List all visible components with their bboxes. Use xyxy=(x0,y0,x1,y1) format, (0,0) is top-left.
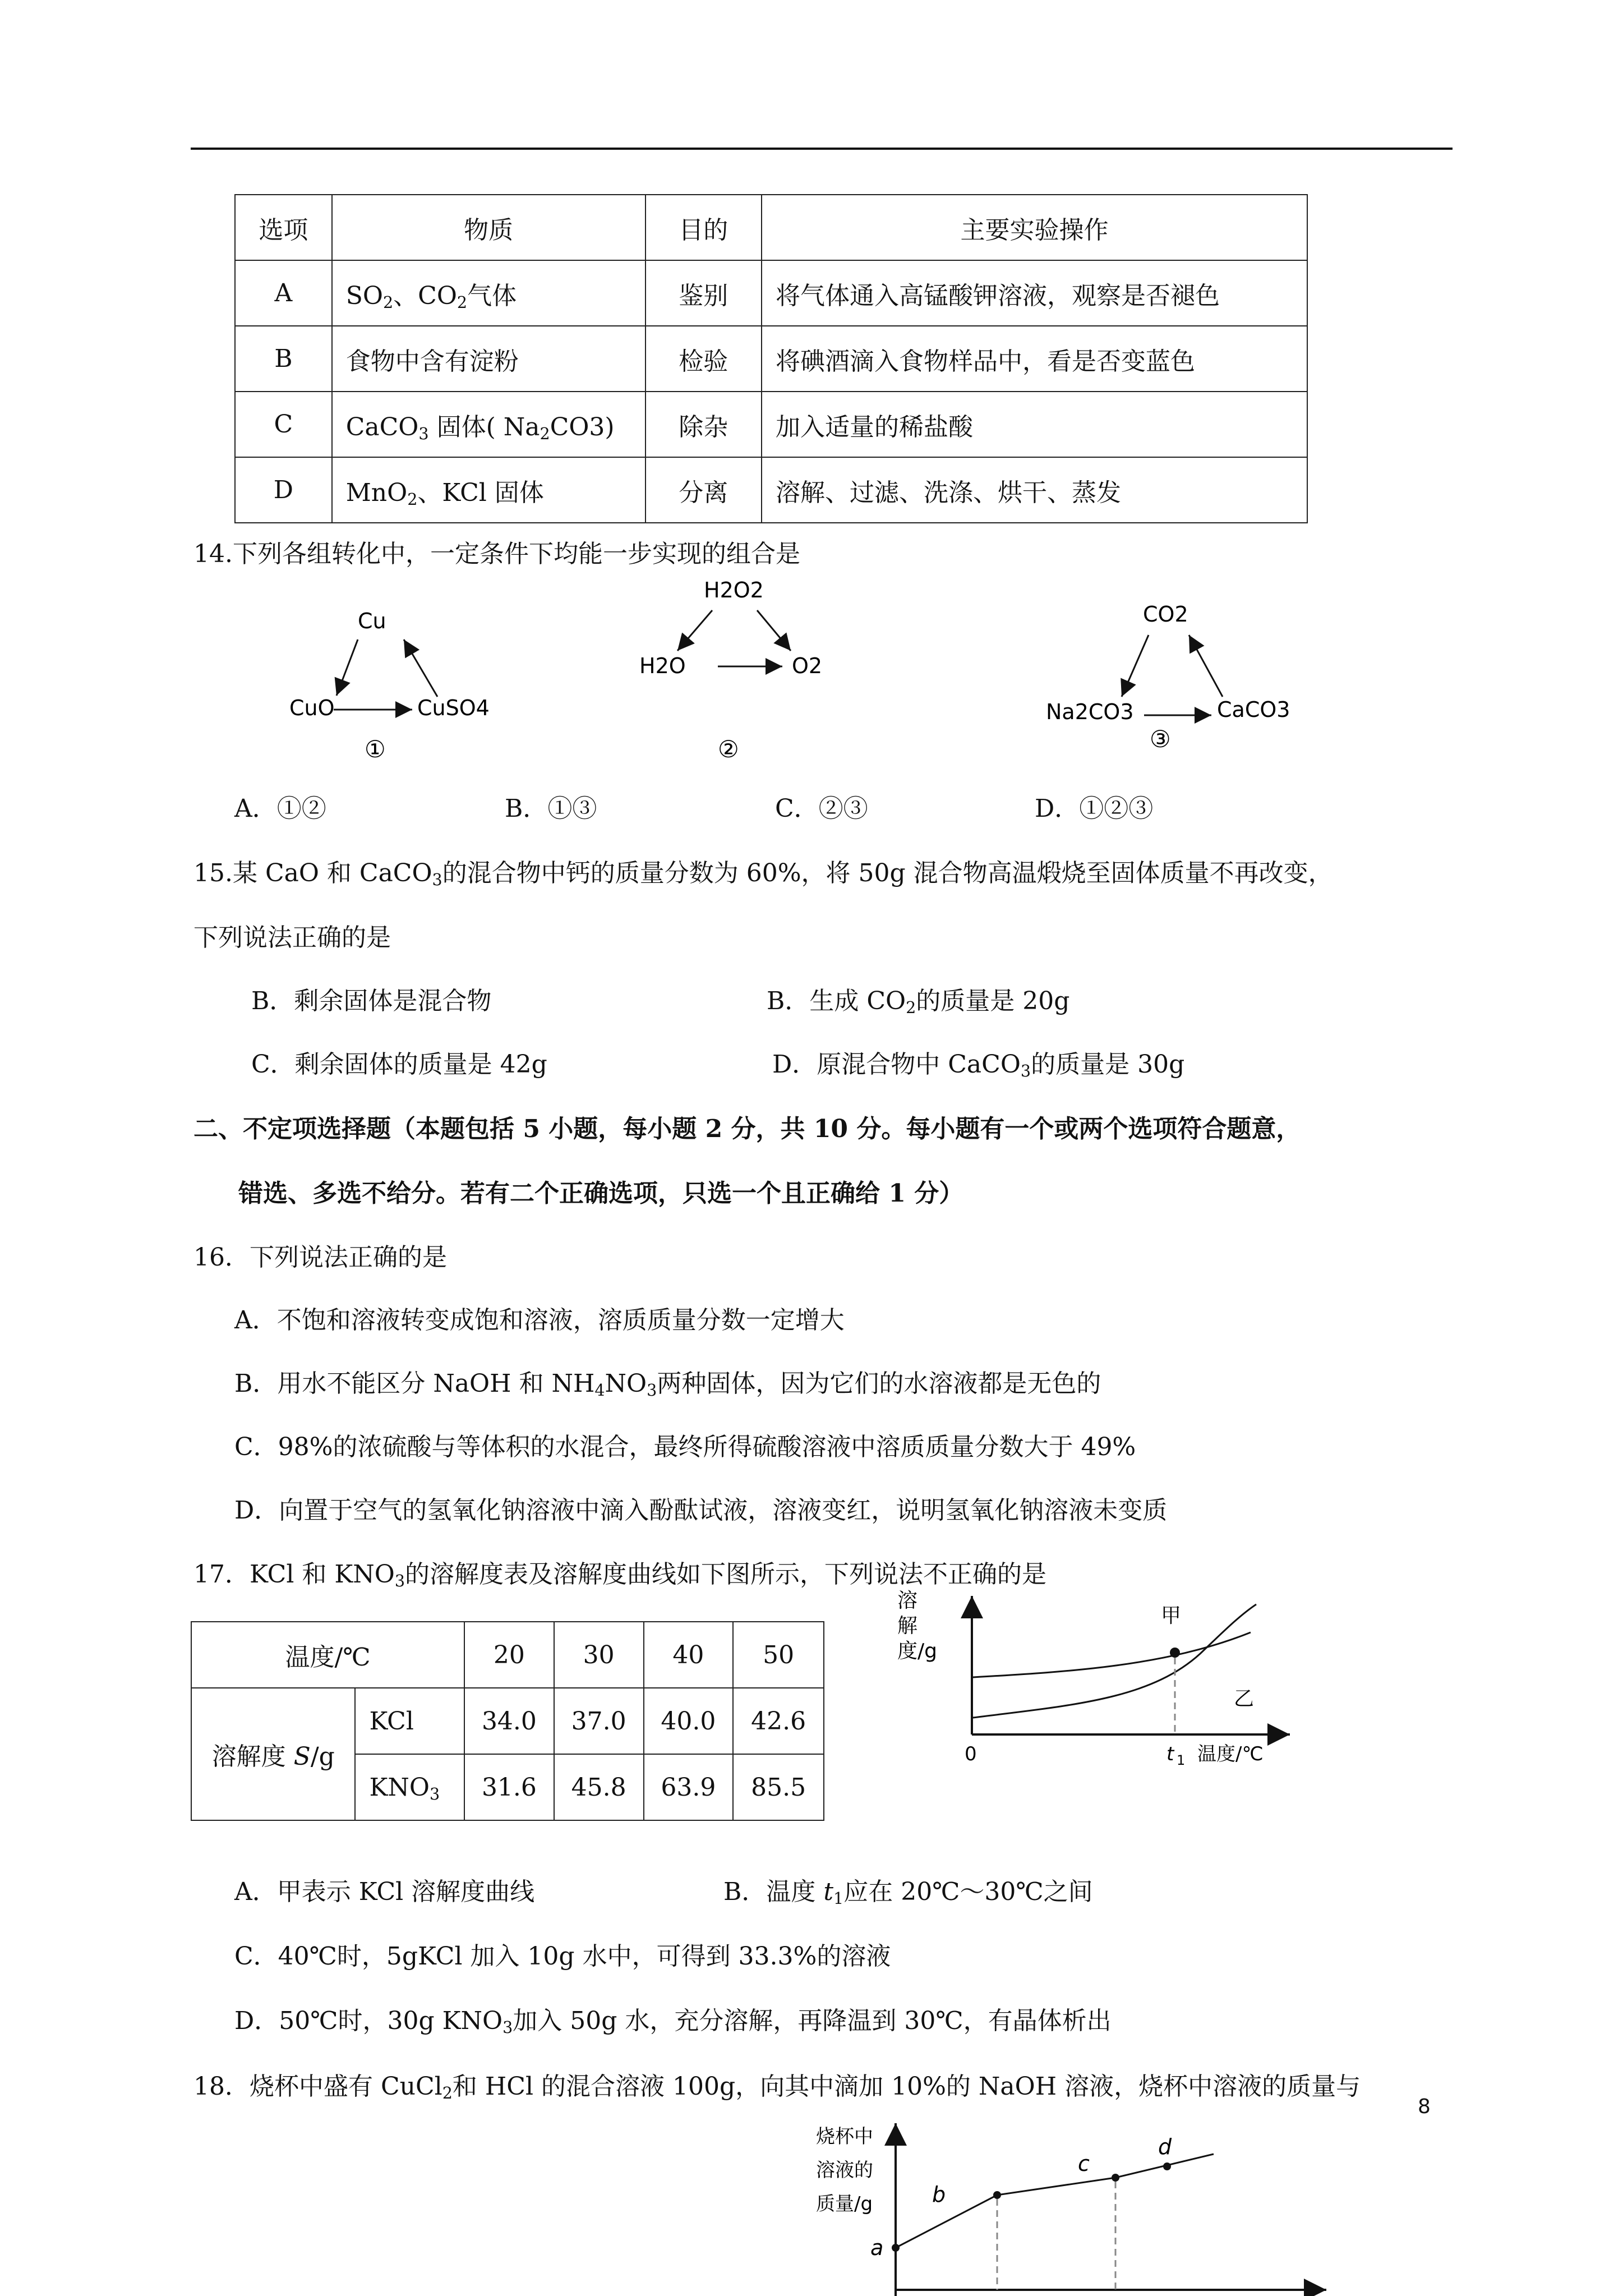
row-substance: CaCO$_3$ 固体( $Na_2CO3$) xyxy=(332,392,645,457)
q18-mass-graph xyxy=(808,2115,1329,2296)
q18-stem: 18．烧杯中盛有 CuCl$_2$和 HCl 的混合溶液 100g，向其中滴加 10%的 NaOH 溶液，烧杯中溶液的质量与 xyxy=(193,2072,1361,2103)
q16-option-b[interactable]: B．用水不能区分 NaOH 和 $NH_4NO_3$两种固体，因为它们的水溶液都是无色的 xyxy=(234,1369,1101,1400)
row-purpose: 鉴别 xyxy=(645,260,762,326)
d1-num: ① xyxy=(365,735,386,763)
q15-option-c[interactable]: C．剩余固体的质量是 42g xyxy=(251,1050,547,1079)
d1-right: CuSO4 xyxy=(417,696,490,720)
label-t1-sub: 1 xyxy=(1177,1752,1186,1768)
q14-diagrams xyxy=(269,572,1335,774)
label-d: d xyxy=(1158,2134,1172,2159)
q15-option-d[interactable]: D．原混合物中 CaCO$_3$的质量是 30g xyxy=(772,1050,1185,1081)
table-row xyxy=(191,1622,824,1688)
q17-option-a[interactable]: A．甲表示 KCl 溶解度曲线 xyxy=(234,1878,535,1906)
table-header-row xyxy=(235,195,1307,260)
q16-option-d[interactable]: D．向置于空气的氢氧化钠溶液中滴入酚酞试液，溶液变红，说明氢氧化钠溶液未变质 xyxy=(234,1496,1168,1525)
row-substance: MnO$_2$、KCl 固体 xyxy=(332,457,645,523)
d3-left: Na2CO3 xyxy=(1046,700,1134,724)
graph-ylabel-1: 烧杯中 xyxy=(816,2125,873,2148)
table-row xyxy=(235,326,1307,392)
q16-option-c[interactable]: C．98%的浓硫酸与等体积的水混合，最终所得硫酸溶液中溶质质量分数大于 49% xyxy=(234,1433,1136,1461)
q16-stem: 16．下列说法正确的是 xyxy=(193,1243,447,1272)
section2-heading-line1: 二、不定项选择题（本题包括 5 小题，每小题 2 分，共 10 分。每小题有一个或两个选项符合题意， xyxy=(193,1115,1301,1143)
graph-ylabel-3: 度/g xyxy=(897,1640,937,1663)
q15-stem-line1: 15.某 CaO 和 CaCO$_3$的混合物中钙的质量分数为 60%，将 50g 混合物高温煅烧至固体质量不再改变， xyxy=(193,859,1333,890)
q15-stem-line2: 下列说法正确的是 xyxy=(193,923,391,952)
label-c: c xyxy=(1078,2151,1090,2176)
row-substance: 食物中含有淀粉 xyxy=(332,326,645,392)
kno3-value: 31.6 xyxy=(464,1754,554,1820)
row-operation: 将气体通入高锰酸钾溶液，观察是否褪色 xyxy=(762,260,1307,326)
diagram-1 xyxy=(289,609,490,763)
row-option: C xyxy=(235,392,332,457)
row-purpose: 除杂 xyxy=(645,392,762,457)
point-c-end xyxy=(1112,2174,1119,2182)
curve-jia xyxy=(973,1604,1256,1718)
point-d xyxy=(1163,2162,1171,2170)
q15-option-b[interactable]: B．生成 $CO_2$的质量是 20g xyxy=(767,987,1070,1018)
row-option: D xyxy=(235,457,332,523)
d3-num: ③ xyxy=(1150,725,1171,753)
d2-left: H2O xyxy=(639,654,686,678)
kno3-value: 85.5 xyxy=(733,1754,824,1820)
q17-solubility-table xyxy=(191,1621,824,1821)
label-b: b xyxy=(932,2182,946,2207)
q16-option-a[interactable]: A．不饱和溶液转变成饱和溶液，溶质质量分数一定增大 xyxy=(234,1306,845,1335)
kcl-label: KCl xyxy=(355,1688,464,1754)
q13-table xyxy=(234,194,1308,523)
d2-top: H2O2 xyxy=(704,578,764,602)
row-operation: 将碘酒滴入食物样品中，看是否变蓝色 xyxy=(762,326,1307,392)
kcl-value: 40.0 xyxy=(644,1688,734,1754)
header-operation: 主要实验操作 xyxy=(762,195,1307,260)
d1-left: CuO xyxy=(289,696,335,720)
graph-ylabel-2: 解 xyxy=(897,1614,918,1637)
row-option: B xyxy=(235,326,332,392)
q14-stem: 14.下列各组转化中，一定条件下均能一步实现的组合是 xyxy=(193,540,800,568)
table-row xyxy=(235,260,1307,326)
kno3-value: 63.9 xyxy=(644,1754,734,1820)
row-substance: $SO_2$、$CO_2$气体 xyxy=(332,260,645,326)
q14-option-d[interactable]: D．①②③ xyxy=(1035,794,1154,823)
row-purpose: 检验 xyxy=(645,326,762,392)
graph-ylabel-3: 质量/g xyxy=(816,2193,873,2215)
label-jia: 甲 xyxy=(1161,1604,1182,1627)
header-option: 选项 xyxy=(235,195,332,260)
temp-value: 50 xyxy=(733,1622,824,1688)
q14-option-b[interactable]: B．①③ xyxy=(505,794,597,823)
q17-option-d[interactable]: D．50℃时，30g $KNO_3$加入 50g 水，充分溶解，再降温到 30℃，有晶体析出 xyxy=(234,2007,1112,2037)
d2-right: O2 xyxy=(792,654,823,678)
graph-ylabel-2: 溶液的 xyxy=(816,2159,873,2182)
row-operation: 加入适量的稀盐酸 xyxy=(762,392,1307,457)
q14-option-c[interactable]: C．②③ xyxy=(775,794,868,823)
point-b-end xyxy=(993,2191,1001,2199)
graph-ylabel-1: 溶 xyxy=(897,1589,918,1612)
d1-top: Cu xyxy=(358,609,386,633)
kcl-value: 34.0 xyxy=(464,1688,554,1754)
temp-value: 30 xyxy=(554,1622,644,1688)
kcl-value: 42.6 xyxy=(733,1688,824,1754)
q17-option-b[interactable]: B．温度 $t_1$应在 20℃～30℃之间 xyxy=(723,1878,1093,1908)
solubility-label: 溶解度 S/g xyxy=(191,1688,355,1820)
d2-num: ② xyxy=(718,735,739,763)
kno3-value: 45.8 xyxy=(554,1754,644,1820)
point-a xyxy=(892,2244,900,2252)
label-origin: 0 xyxy=(965,1743,977,1765)
label-a: a xyxy=(870,2235,884,2260)
q17-option-c[interactable]: C．40℃时，5gKCl 加入 10g 水中，可得到 33.3%的溶液 xyxy=(234,1942,891,1971)
table-row xyxy=(191,1688,824,1754)
row-option: A xyxy=(235,260,332,326)
kcl-value: 37.0 xyxy=(554,1688,644,1754)
d3-right: CaCO3 xyxy=(1217,697,1290,722)
table-row xyxy=(235,392,1307,457)
q17-solubility-graph xyxy=(886,1588,1312,1773)
table-row xyxy=(235,457,1307,523)
d3-top: CO2 xyxy=(1143,602,1188,627)
q17-stem: 17．KCl 和 $KNO_3$的溶解度表及溶解度曲线如下图所示，下列说法不正确的是 xyxy=(193,1560,1047,1591)
label-yi: 乙 xyxy=(1234,1687,1255,1710)
section2-heading-line2: 错选、多选不给分。若有二个正确选项，只选一个且正确给 1 分） xyxy=(238,1179,964,1208)
header-rule xyxy=(191,148,1453,150)
intersection-point xyxy=(1170,1648,1180,1658)
diagram-2 xyxy=(639,578,822,763)
label-t1: t xyxy=(1166,1743,1174,1765)
page-number: 8 xyxy=(1418,2095,1431,2118)
temp-label: 温度/℃ xyxy=(191,1622,464,1688)
kno3-label: $KNO_3$ xyxy=(355,1754,464,1820)
q15-option-a[interactable]: B．剩余固体是混合物 xyxy=(251,987,492,1015)
q14-option-a[interactable]: A．①② xyxy=(234,794,326,823)
label-x-axis: 温度/℃ xyxy=(1197,1743,1264,1765)
header-substance: 物质 xyxy=(332,195,645,260)
row-purpose: 分离 xyxy=(645,457,762,523)
temp-value: 40 xyxy=(644,1622,734,1688)
diagram-3 xyxy=(1046,602,1290,753)
row-operation: 溶解、过滤、洗涤、烘干、蒸发 xyxy=(762,457,1307,523)
curve-yi xyxy=(973,1632,1251,1677)
header-purpose: 目的 xyxy=(645,195,762,260)
temp-value: 20 xyxy=(464,1622,554,1688)
